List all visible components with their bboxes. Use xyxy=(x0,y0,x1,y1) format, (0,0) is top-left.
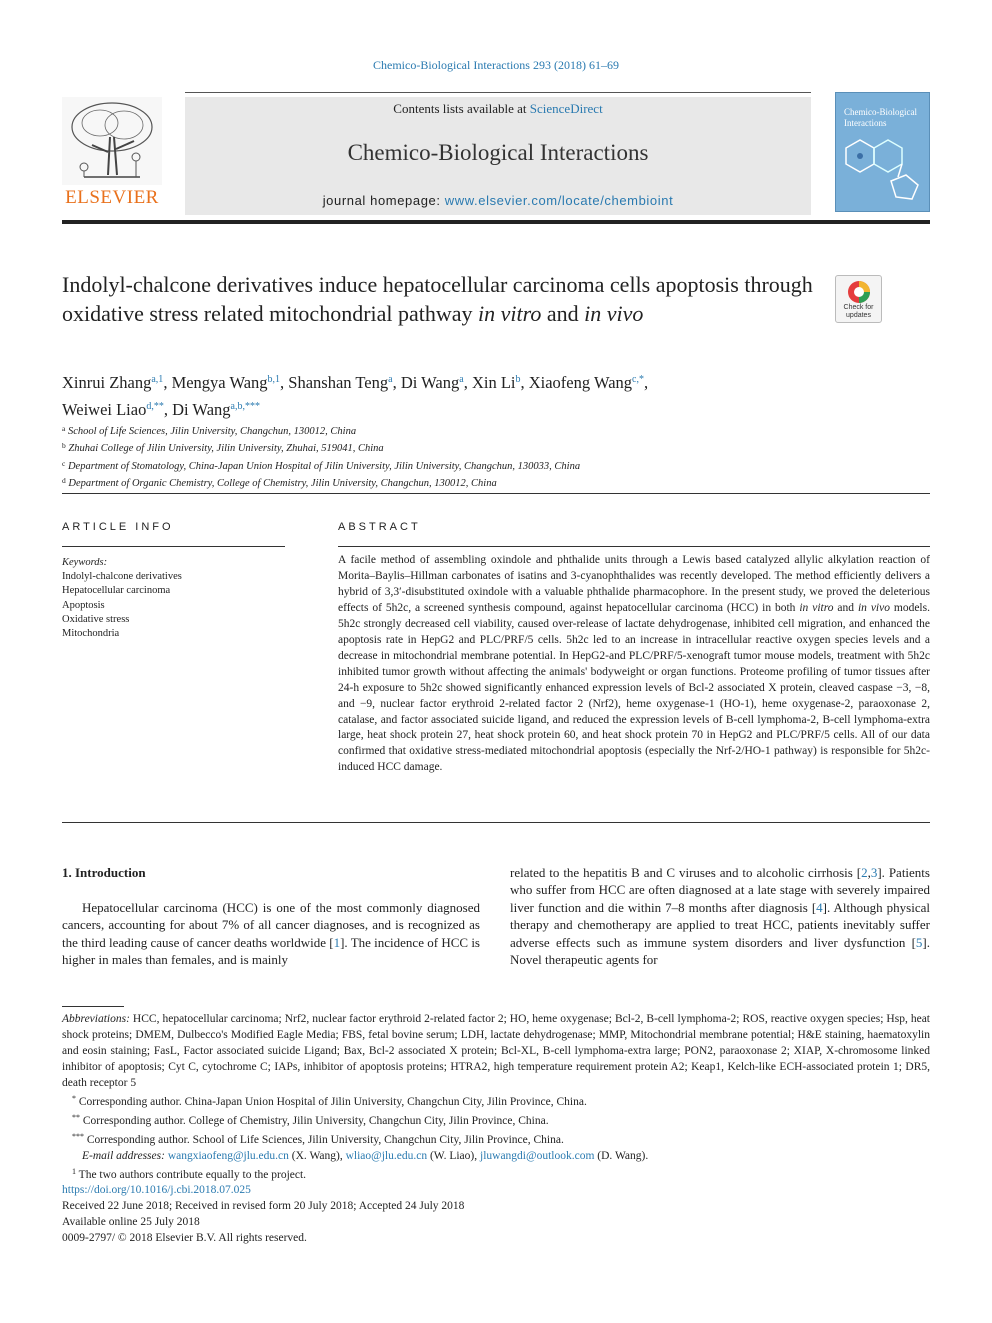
elsevier-wordmark: ELSEVIER xyxy=(65,187,159,208)
author-name[interactable]: Weiwei Liao xyxy=(62,400,147,419)
abstract-in-vivo: in vivo xyxy=(857,601,890,614)
author-separator: , xyxy=(392,373,401,392)
title-italic-in-vitro: in vitro xyxy=(478,301,542,326)
article-info-rule xyxy=(62,546,285,547)
sciencedirect-link[interactable]: ScienceDirect xyxy=(529,101,603,116)
affiliation-text: Department of Stomatology, China-Japan Union Hospital of Jilin University, Jilin University, Changchun, 130033, China xyxy=(67,460,581,472)
author-name[interactable]: Xin Li xyxy=(471,373,516,392)
article-info-heading: ARTICLE INFO xyxy=(62,521,174,533)
intro-text: ]. Although physical therapy and chemotherapy are applied to treat HCC, patients inevitably suffer adverse effects such as immune system disorders and liver dysfunction [ xyxy=(510,899,930,950)
author-affiliation-marker[interactable]: c,* xyxy=(632,374,644,385)
keywords-label: Keywords: xyxy=(62,557,108,568)
contents-prefix: Contents lists available at xyxy=(393,101,530,116)
section-rule xyxy=(62,822,930,823)
contents-available-line xyxy=(185,101,811,117)
homepage-prefix: journal homepage: xyxy=(322,193,445,208)
ref-separator: , xyxy=(867,865,871,880)
footnote-text: Corresponding author. College of Chemistry, Jilin University, Changchun City, Jilin Province, China. xyxy=(80,1115,549,1127)
author-name[interactable]: Di Wang xyxy=(172,400,231,419)
affiliation-key: b xyxy=(62,441,66,451)
abbreviations-footnote xyxy=(62,1011,930,1091)
affiliation-text: School of Life Sciences, Jilin University, Changchun, 130012, China xyxy=(67,426,357,437)
author-affiliation-marker[interactable]: b,1 xyxy=(267,374,281,385)
footnote-mark: 1 xyxy=(72,1167,76,1176)
correspondence-footnotes xyxy=(62,1091,930,1183)
footnote-text: Corresponding author. China-Japan Union Hospital of Jilin University, Changchun City, Jilin Province, China. xyxy=(76,1096,587,1108)
author-list xyxy=(62,368,862,422)
abstract-in-vitro: in vitro xyxy=(799,601,834,614)
publication-info xyxy=(62,1182,930,1246)
author-name[interactable]: Di Wang xyxy=(400,373,460,392)
check-for-updates-badge[interactable] xyxy=(835,275,882,323)
author-separator: , xyxy=(643,373,649,392)
equal-contribution-note xyxy=(62,1164,930,1183)
author-separator: , xyxy=(163,373,172,392)
keyword-item: Indolyl-chalcone derivatives xyxy=(62,571,182,583)
affiliation-list xyxy=(62,422,862,492)
reference-link[interactable]: 5 xyxy=(915,934,923,950)
author-affiliation-marker[interactable]: a,1 xyxy=(151,374,164,385)
crossmark-icon xyxy=(847,280,871,304)
reference-link[interactable]: 1 xyxy=(333,934,341,950)
keyword-item: Hepatocellular carcinoma xyxy=(62,585,171,597)
introduction-right-column xyxy=(510,864,930,968)
affiliation-text: Department of Organic Chemistry, College of Chemistry, Jilin University, Changchun, 130012, China xyxy=(68,478,497,490)
author-name[interactable]: Xinrui Zhang xyxy=(62,373,152,392)
keywords-block xyxy=(62,556,287,641)
corresponding-author-note xyxy=(62,1091,930,1110)
footnote-mark: ** xyxy=(72,1113,80,1122)
author-name[interactable]: Xiaofeng Wang xyxy=(528,373,633,392)
affiliation-text: Zhuhai College of Jilin University, Jilin University, Zhuhai, 519041, China xyxy=(68,443,384,455)
author-affiliation-marker[interactable]: a xyxy=(388,374,393,385)
email-owner: (W. Liao), xyxy=(427,1150,480,1162)
author-name[interactable]: Mengya Wang xyxy=(171,373,268,392)
affiliation-item xyxy=(62,439,862,456)
elsevier-logo xyxy=(62,97,164,212)
keyword-item: Oxidative stress xyxy=(62,613,130,625)
email-link[interactable]: wangxiaofeng@jlu.edu.cn xyxy=(167,1150,289,1162)
abstract-text xyxy=(338,553,930,776)
header-bottom-rule xyxy=(62,220,930,224)
email-link[interactable]: wliao@jlu.edu.cn xyxy=(345,1150,428,1162)
email-owner: (D. Wang). xyxy=(594,1150,649,1162)
footnote-rule xyxy=(62,1006,124,1007)
affiliation-key: d xyxy=(62,476,66,486)
article-title xyxy=(62,270,822,328)
crossmark-line-1: Check for xyxy=(843,304,874,311)
email-link[interactable]: jluwangdi@outlook.com xyxy=(480,1150,595,1162)
abbreviations-text: HCC, hepatocellular carcinoma; Nrf2, nuclear factor erythroid 2-related factor 2; HO, heme oxygenase; Bcl-2, B-cell lymphoma-2; ROS, reactive oxygen species; Hsp, heat shock proteins; DMEM, Dulbecco's Modified Eagle Media; FBS, fetal bovine serum; LDH, lactate dehydrogenase; MMP, Mitochondrial membrane potential; H&E staining, haematoxylin and eosin staining; FasL, Factor associated suicide Ligand; Bax, Bcl-2 associated X protein; Bcl-XL, B-cell lymphoma-extra large; PON2, paraoxonase 2; XIAP, X-chromosome linked inhibitor of apoptosis; Cyt C, cytochrome C; IAPs, inhibitor of apoptosis proteins; HTRA2, high temperature requirement protein A2; Keap1, Kelch-like ECH-associated protein 1; DR5, death receptor 5 xyxy=(62,1013,930,1089)
author-name[interactable]: Shanshan Teng xyxy=(288,373,389,392)
header-top-rule xyxy=(185,92,811,93)
abstract-heading: ABSTRACT xyxy=(338,521,421,533)
doi-link[interactable]: https://doi.org/10.1016/j.cbi.2018.07.025 xyxy=(62,1184,251,1196)
affiliation-item xyxy=(62,457,862,474)
footnote-mark: * xyxy=(72,1094,76,1103)
crossmark-label xyxy=(836,304,881,320)
journal-homepage-line xyxy=(185,193,811,208)
journal-citation[interactable]: Chemico-Biological Interactions 293 (2018) 61–69 xyxy=(373,58,619,72)
elsevier-tree-icon xyxy=(62,97,162,185)
keyword-item: Apoptosis xyxy=(62,599,105,611)
abstract-rule xyxy=(338,546,930,547)
author-affiliation-marker[interactable]: a xyxy=(459,374,464,385)
crossmark-line-2: updates xyxy=(846,312,871,319)
title-part-2: and xyxy=(541,301,585,326)
title-part-1: Indolyl-chalcone derivatives induce hepatocellular carcinoma cells apoptosis through oxidative stress related mitochondrial pathway xyxy=(62,272,813,326)
footnote-mark: *** xyxy=(72,1132,84,1141)
intro-text: ]. The incidence of HCC is higher in males than females, and is mainly xyxy=(62,934,480,968)
intro-text: Hepatocellular carcinoma (HCC) is one of the most commonly diagnosed cancers, accounting for about 7% of all cancer diagnoses, and is recognized as the third leading cause of cancer deaths worldwide [ xyxy=(62,900,480,950)
abstract-part-3: models. 5h2c strongly decreased cell viability, caused over-release of lactate dehydrogenase, inhibited cell migration, and enhanced the apoptosis rate in HepG2 and PLC/PRF/5 cells. 5h2c led to an increase in intracellular reactive oxygen species levels and a decrease in mitochondrial membrane potential. In HepG2-and PLC/PRF/5-xenograft tumor mouse models, treatment with 5h2c inhibited tumor growth without affecting the animals' bodyweight or organ functions. Proteome profiling of tumor tissues after 24-h exposure to 5h2c showed significantly enhanced expression levels of Bcl-2 associated X protein, cleaved caspase −3, −8, and −9, nuclear factor erythroid 2-related factor 2 (Nrf2), heme oxygenase-1 (HO-1), heme oxygenase-2, paraoxonase 2, catalase, and factor associated suicide ligand, and reduced the expression levels of B-cell lymphoma-2, B-cell lymphoma-extra large, heat shock protein 27, heat shock protein 60, and heat shock protein 70 in HepG2 and PLC/PRF/5 cells. All of our data confirmed that oxidative stress-mediated mitochondrial apoptosis (especially the Nrf-2/HO-1 pathway) is responsible for 5h2c-induced HCC damage. xyxy=(338,601,930,774)
intro-text: ]. Novel therapeutic agents for xyxy=(510,934,930,968)
intro-text: related to the hepatitis B and C viruses and to alcoholic cirrhosis [ xyxy=(510,865,862,880)
affiliation-item xyxy=(62,422,862,439)
author-affiliation-marker[interactable]: b xyxy=(515,374,521,385)
author-separator: , xyxy=(163,400,173,419)
homepage-link[interactable]: www.elsevier.com/locate/chembioint xyxy=(444,193,674,208)
reference-link[interactable]: 2 xyxy=(861,865,868,880)
email-owner: (X. Wang), xyxy=(288,1150,346,1162)
affiliation-item xyxy=(62,474,862,491)
online-date: Available online 25 July 2018 xyxy=(62,1216,200,1228)
corresponding-author-note xyxy=(62,1129,930,1148)
email-label: E-mail addresses: xyxy=(82,1150,165,1162)
affiliation-key: c xyxy=(62,458,66,468)
reference-link[interactable]: 4 xyxy=(816,899,823,915)
copyright-line: 0009-2797/ © 2018 Elsevier B.V. All rights reserved. xyxy=(62,1232,307,1244)
history-dates: Received 22 June 2018; Received in revised form 20 July 2018; Accepted 24 July 2018 xyxy=(62,1200,465,1212)
journal-title: Chemico-Biological Interactions xyxy=(347,140,649,165)
molecule-illustration-icon xyxy=(836,93,930,212)
footnote-text: The two authors contribute equally to the project. xyxy=(76,1169,307,1181)
author-separator: , xyxy=(520,373,529,392)
abstract-part-1: A facile method of assembling oxindole and phthalide units through a Lewis based catalyzed allylic alkylation reaction of Morita–Baylis–Hillman carbonates of isatins and 3-cyanophthalides was recently developed. The method efficiently delivers a hybrid of 3,3′-disubstituted oxindole with a valuable phthalide pharmacophore. In the present study, we proved the deleterious effects of 5h2c, a screened synthesis compound, against hepatocellular carcinoma (HCC) in both xyxy=(338,554,930,614)
abbreviations-label: Abbreviations: xyxy=(62,1013,130,1025)
section-rule xyxy=(62,493,930,494)
author-affiliation-marker[interactable]: d,** xyxy=(146,401,164,412)
keyword-item: Mitochondria xyxy=(62,628,120,640)
author-separator: , xyxy=(280,373,289,392)
author-separator: , xyxy=(463,373,472,392)
introduction-left-column xyxy=(62,899,480,969)
abstract-part-2: and xyxy=(833,601,858,614)
journal-cover-thumbnail[interactable] xyxy=(835,92,930,212)
reference-link[interactable]: 3 xyxy=(870,865,878,880)
introduction-heading: 1. Introduction xyxy=(62,865,146,880)
email-addresses xyxy=(62,1148,930,1164)
author-affiliation-marker[interactable]: a,b,*** xyxy=(230,401,260,412)
affiliation-key: a xyxy=(62,424,66,433)
intro-text: ]. Patients who suffer from HCC are often diagnosed at a late stage with severely impaired liver function and die within 7–8 months after diagnosis [ xyxy=(510,865,930,915)
corresponding-author-note xyxy=(62,1110,930,1129)
footnote-text: Corresponding author. School of Life Sciences, Jilin University, Changchun City, Jilin Province, China. xyxy=(84,1134,564,1146)
cover-title: Chemico-Biological Interactions xyxy=(844,107,917,128)
title-italic-in-vivo: in vivo xyxy=(584,301,644,326)
